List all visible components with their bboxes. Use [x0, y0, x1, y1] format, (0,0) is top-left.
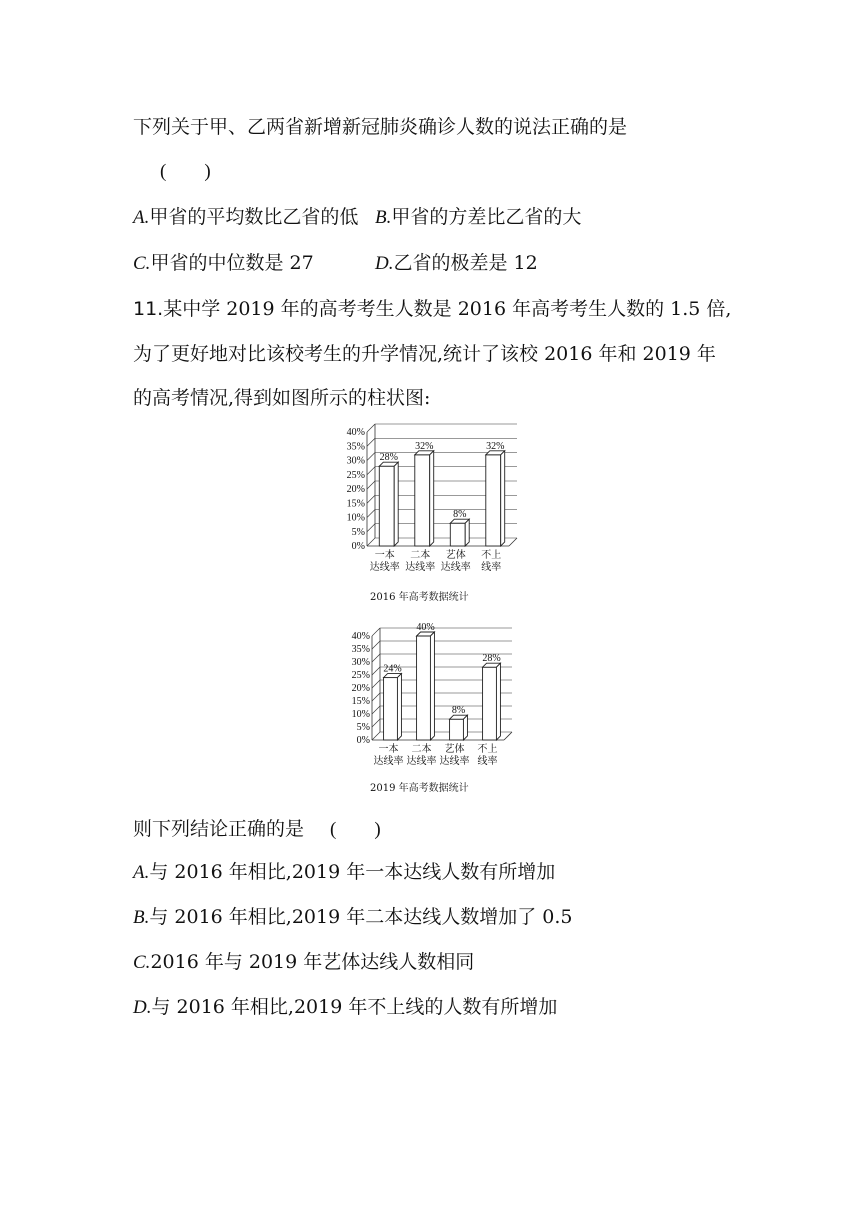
option-text: 与 2016 年相比,2019 年二本达线人数增加了 0.5 — [149, 906, 573, 928]
q10-option-d — [375, 251, 538, 276]
data-label: 8% — [451, 705, 466, 717]
data-label: 8% — [453, 509, 467, 521]
bar — [417, 636, 431, 740]
bar — [379, 466, 394, 546]
gridline-side — [367, 495, 375, 503]
bar-side — [430, 451, 434, 546]
bar-side — [465, 519, 469, 546]
chart-2019-caption: 2019 年高考数据统计 — [370, 783, 469, 794]
gridline-side — [372, 628, 380, 636]
y-tick-label: 40% — [346, 427, 365, 438]
y-tick-label: 40% — [351, 631, 370, 642]
y-tick-label: 35% — [351, 644, 370, 655]
gridline-side — [372, 719, 380, 727]
bar — [415, 455, 430, 546]
option-text: 2016 年与 2019 年艺体达线人数相同 — [150, 951, 475, 973]
q11-option-d — [133, 995, 557, 1020]
gridline-side — [367, 424, 375, 432]
y-tick-label: 0% — [356, 735, 370, 746]
x-tick-label: 一本 — [374, 550, 395, 561]
gridline-side — [367, 438, 375, 446]
x-tick-label: 达线率 — [406, 756, 437, 767]
bar — [450, 523, 465, 546]
x-tick-label: 线率 — [481, 562, 502, 573]
option-letter: C. — [133, 952, 151, 973]
gridline-side — [372, 667, 380, 675]
bar-side — [501, 451, 505, 546]
gridline-side — [372, 680, 380, 688]
y-tick-label: 25% — [351, 670, 370, 681]
q10-option-c — [133, 251, 314, 276]
q10-option-a — [133, 205, 358, 230]
x-tick-label: 二本 — [410, 550, 431, 561]
option-letter: D. — [133, 997, 152, 1018]
option-text: 乙省的极差是 12 — [393, 252, 538, 274]
y-tick-label: 35% — [346, 441, 365, 453]
y-tick-label: 30% — [351, 657, 370, 668]
option-letter: C. — [133, 253, 151, 274]
bar-side — [496, 663, 500, 740]
q11-answer-bracket: ( ) — [330, 819, 381, 840]
x-tick-label: 二本 — [411, 744, 432, 755]
data-label: 28% — [379, 452, 398, 464]
x-tick-label: 不上 — [481, 550, 502, 561]
q11-option-b — [133, 905, 572, 930]
y-tick-label: 10% — [351, 709, 370, 720]
y-tick-label: 20% — [346, 484, 365, 495]
bar-side — [397, 674, 401, 740]
floor-edge — [509, 538, 517, 546]
option-text: 甲省的平均数比乙省的低 — [149, 206, 359, 228]
option-letter: D. — [375, 253, 394, 274]
q10-answer-bracket: ( ) — [160, 161, 211, 182]
x-tick-label: 不上 — [477, 744, 498, 755]
q10-option-b — [375, 205, 581, 230]
gridline-side — [367, 524, 375, 532]
question-number: 11. — [133, 298, 164, 320]
gridline-side — [367, 467, 375, 475]
y-tick-label: 15% — [351, 696, 370, 707]
gridline-side — [367, 453, 375, 461]
gridline-side — [372, 641, 380, 649]
bar-chart-2019 — [340, 612, 530, 776]
stem-text: 某中学 2019 年的高考考生人数是 2016 年高考考生人数的 1.5 倍, — [163, 298, 732, 320]
option-letter: A. — [133, 207, 150, 228]
question-text: 则下列结论正确的是 — [133, 818, 305, 840]
bar-side — [394, 462, 398, 546]
gridline-side — [372, 732, 380, 740]
y-tick-label: 15% — [346, 498, 365, 510]
bar — [483, 667, 497, 740]
gridline-side — [367, 510, 375, 518]
bar-chart-2016 — [335, 420, 535, 584]
option-letter: A. — [133, 862, 150, 883]
y-tick-label: 5% — [351, 526, 365, 538]
q11-stem-line-2: 为了更好地对比该校考生的升学情况,统计了该校 2016 年和 2019 年 — [133, 343, 716, 365]
chart-2016-caption: 2016 年高考数据统计 — [370, 592, 469, 603]
data-label: 28% — [482, 653, 501, 665]
q10-stem: 下列关于甲、乙两省新增新冠肺炎确诊人数的说法正确的是 — [133, 116, 628, 138]
gridline-side — [367, 481, 375, 489]
x-tick-label: 达线率 — [439, 756, 470, 767]
x-tick-label: 艺体 — [445, 550, 466, 561]
q11-option-a — [133, 860, 555, 885]
data-label: 24% — [383, 663, 402, 675]
x-tick-label: 达线率 — [440, 562, 471, 573]
data-label: 32% — [415, 440, 434, 452]
gridline-side — [372, 706, 380, 714]
q11-option-c — [133, 950, 474, 975]
x-tick-label: 一本 — [378, 744, 399, 755]
x-tick-label: 达线率 — [373, 756, 404, 767]
bar — [450, 719, 464, 740]
y-tick-label: 20% — [351, 683, 370, 694]
bar — [486, 455, 501, 546]
y-tick-label: 30% — [346, 455, 365, 467]
q11-stem-line-1 — [133, 297, 731, 321]
gridline-side — [367, 538, 375, 546]
floor-edge — [504, 732, 512, 740]
y-tick-label: 25% — [346, 469, 365, 481]
x-tick-label: 达线率 — [405, 562, 436, 573]
bar-side — [463, 715, 467, 740]
option-text: 甲省的方差比乙省的大 — [391, 206, 582, 228]
gridline-side — [372, 693, 380, 701]
x-tick-label: 艺体 — [444, 744, 465, 755]
option-letter: B. — [375, 207, 392, 228]
option-letter: B. — [133, 907, 150, 928]
q11-question — [133, 817, 381, 842]
data-label: 40% — [416, 622, 435, 633]
bar-side — [430, 632, 434, 740]
option-text: 甲省的中位数是 27 — [150, 252, 314, 274]
y-tick-label: 0% — [351, 541, 365, 552]
option-text: 与 2016 年相比,2019 年不上线的人数有所增加 — [151, 996, 558, 1018]
option-text: 与 2016 年相比,2019 年一本达线人数有所增加 — [149, 861, 556, 883]
y-tick-label: 10% — [346, 512, 365, 524]
x-tick-label: 线率 — [477, 756, 498, 767]
y-tick-label: 5% — [356, 722, 370, 733]
x-tick-label: 达线率 — [369, 562, 400, 573]
data-label: 32% — [486, 440, 505, 452]
gridline-side — [372, 654, 380, 662]
bar — [384, 678, 398, 740]
q11-stem-line-3: 的高考情况,得到如图所示的柱状图: — [133, 387, 431, 409]
